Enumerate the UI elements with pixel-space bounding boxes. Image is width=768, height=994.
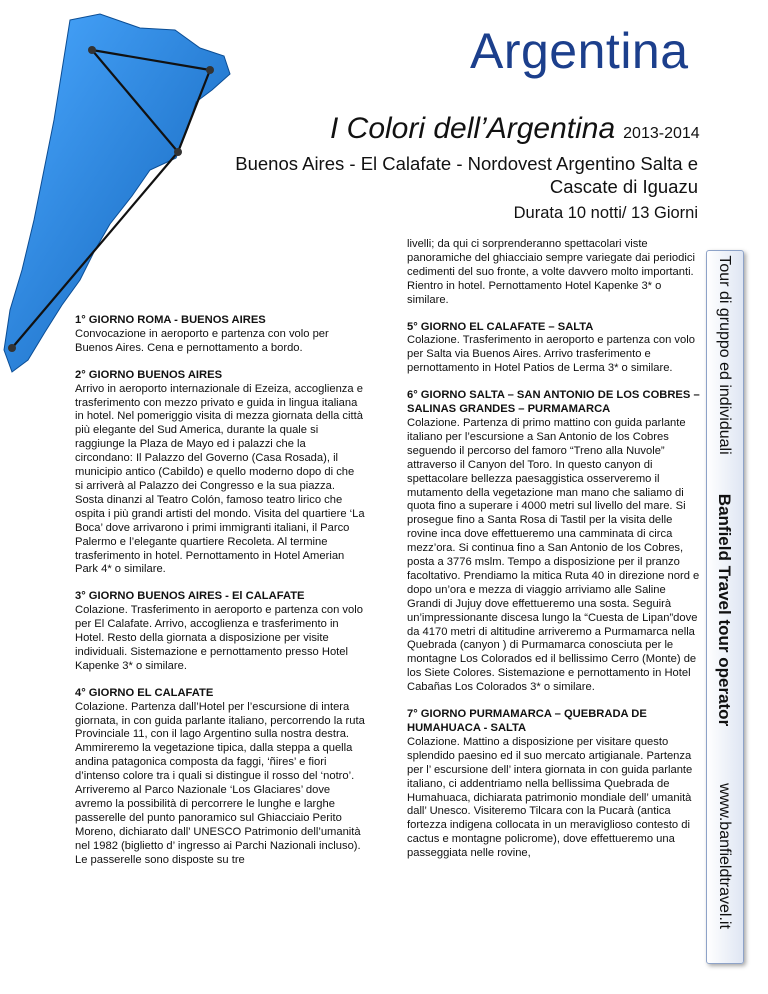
- day-title: 3° GIORNO BUENOS AIRES - El CALAFATE: [75, 590, 305, 603]
- tour-subtitle: [330, 112, 700, 146]
- route-point-salta: [88, 46, 96, 54]
- day-title: 2° GIORNO BUENOS AIRES: [75, 368, 223, 381]
- day-title: 7° GIORNO PURMAMARCA – QUEBRADA DE HUMAHUACA - SALTA: [407, 708, 647, 734]
- tour-name: I Colori dell’Argentina: [330, 112, 616, 145]
- day-continuation: [407, 238, 700, 308]
- tour-years: 2013-2014: [623, 125, 700, 142]
- day-text: Colazione. Partenza di primo mattino con guida parlante italiano per l’escursione a San Antonio de los Cobres seguendo il percorso del famoro “Treno alla Nuvole” attraverso il Canyon del Toro. In questo canyon di spettacolare bellezza paesaggistica osserveremo il mutamento della vegetazione man mano che saliamo di quota fino a superare i 4000 metri sul livello del mare. Si prosegue fino a Santa Rosa di Tastil per la visita delle rovine inca dove effettueremo una camminata di circa mezz’ora. Si continua fino a San Antonio de los Cobres, posta a 3776 mslm. Tempo a disposizione per il pranzo facoltativo. Prendiamo la mitica Ruta 40 in direzione nord e dopo un’ora e mezza di viaggio arriviamo alle Saline Grandi di Jujuy dove effettueremo una sosta. Seguirà un’impressionante discesa lungo la “Cuesta de Lipan”dove da 4170 metri di altitudine arriveremo a Purmamarca nella Quebrada (canyon ) di Purmamarca conosciuta per le montagne Los Colorados ed il bellissimo Cerro (Monte) de los Siete Colores. Sistemazione e pernottamento in Hotel Cabañas Los Colorados 3* o similare.: [407, 416, 700, 694]
- day-text: Convocazione in aeroporto e partenza con volo per Buenos Aires. Cena e pernottamento a bordo.: [75, 327, 329, 354]
- day-item: [407, 389, 700, 695]
- route-point-calafate: [8, 344, 16, 352]
- day-text: Colazione. Mattino a disposizione per visitare questo splendido paesino ed il suo mercato artigianale. Partenza per l’ escursione dell’ intera giornata in con guida parlante italiano, ci addentriamo nella bellissima Quebrada de Humahuaca, dichiarata patrimonio mondiale dell’ umanità dall’ Unesco. Visiteremo Tilcara con la Pucarà (antica fortezza indigena collocata in un meraviglioso contesto di cactus e montagne policrome), dove effettueremo una passeggiata nelle rovine,: [407, 735, 693, 860]
- side-tab-tour-type: Tour di gruppo ed individuali: [716, 255, 733, 455]
- tour-duration: Durata 10 notti/ 13 Giorni: [513, 204, 698, 222]
- day-item: [407, 321, 700, 377]
- route-line-2: Cascate di Iguazu: [549, 176, 698, 197]
- route-line-1: Buenos Aires - El Calafate - Nordovest Argentino Salta e: [235, 153, 698, 174]
- day-text: livelli; da qui ci sorprenderanno spettacolari viste panoramiche del ghiacciaio sempre variegate dai periodici cedimenti del suo fronte, a volte davvero molto importanti. Rientro in hotel. Pernottamento Hotel Kapenke 3* o similare.: [407, 238, 695, 306]
- itinerary-right-column: [407, 238, 700, 874]
- day-text: Colazione. Trasferimento in aeroporto e partenza con volo per El Calafate. Arrivo, accoglienza e trasferimento in Hotel. Resto della giornata a disposizione per visite individuali. Sistemazione e pernottamento presso Hotel Kapenke 3* o similare.: [75, 604, 363, 672]
- day-text: Colazione. Partenza dall’Hotel per l’escursione di intera giornata, in con guida parlante italiano, percorrendo la ruta Provinciale 11, con il lago Argentino sulla nostra destra. Ammireremo la vegetazione tipica, dalla steppa a quella andina patagonica composta da faggi, ‘ñires’ e fiori d’intenso colore tra i quali si distingue il rosso del ‘notro’. Arriveremo al Parco Nazionale ‘Los Glaciares’ dove avremo la possibilità di percorrere le lunghe e larghe passerelle del punto panoramico sul Ghiacciaio Perito Moreno, dichiarato dall’ UNESCO Patrimonio dell’umanità nel 1982 (biglietto d’ ingresso ai Parchi Nazionali incluso). Le passerelle sono disposte su tre: [75, 700, 365, 866]
- day-title: 4° GIORNO EL CALAFATE: [75, 686, 214, 699]
- day-item: [75, 687, 365, 868]
- brand-title: Argentina: [470, 23, 689, 79]
- day-title: 6° GIORNO SALTA – SAN ANTONIO DE LOS COBRES – SALINAS GRANDES – PURMAMARCA: [407, 389, 700, 416]
- route-point-iguazu: [206, 66, 214, 74]
- day-item: [75, 314, 365, 356]
- day-item: [75, 369, 365, 578]
- day-text: Colazione. Trasferimento in aeroporto e partenza con volo per Salta via Buenos Aires. Arrivo trasferimento e pernottamento in Hotel Patios de Lerma 3* o similare.: [407, 334, 695, 375]
- side-tab-website-link[interactable]: www.banfieldtravel.it: [716, 783, 733, 929]
- itinerary-left-column: [75, 314, 365, 881]
- side-tab-operator: Banfield Travel tour operator: [715, 493, 734, 727]
- route-description: [178, 152, 698, 198]
- day-text: Arrivo in aeroporto internazionale di Ezeiza, accoglienza e trasferimento con mezzo privato e guida in lingua italiana in hotel. Nel pomeriggio visita di mezza giornata della città più elegante del Sud America, durante la quale si raggiunge la Plaza de Mayo ed i palazzi che la circondano: Il Palazzo del Governo (Casa Rosada), il municipio antico (Cabildo) e quello moderno dopo di che si arriverà al Palazzo dei Congresso e la sua piazza. Sosta dinanzi al Teatro Colón, famoso teatro lirico che ospita i più grandi artisti del mondo. Visita del quartiere ‘La Boca’ dove arrivarono i primi immigranti italiani, il Parco Palermo e l’elegante quartiere Recoleta. Al termine trasferimento in hotel. Pernottamento in Hotel Amerian Park 4* o similare.: [75, 382, 365, 576]
- day-item: [75, 590, 365, 673]
- day-title: 5° GIORNO EL CALAFATE – SALTA: [407, 320, 594, 333]
- day-title: 1° GIORNO ROMA - BUENOS AIRES: [75, 314, 266, 326]
- day-item: [407, 708, 700, 861]
